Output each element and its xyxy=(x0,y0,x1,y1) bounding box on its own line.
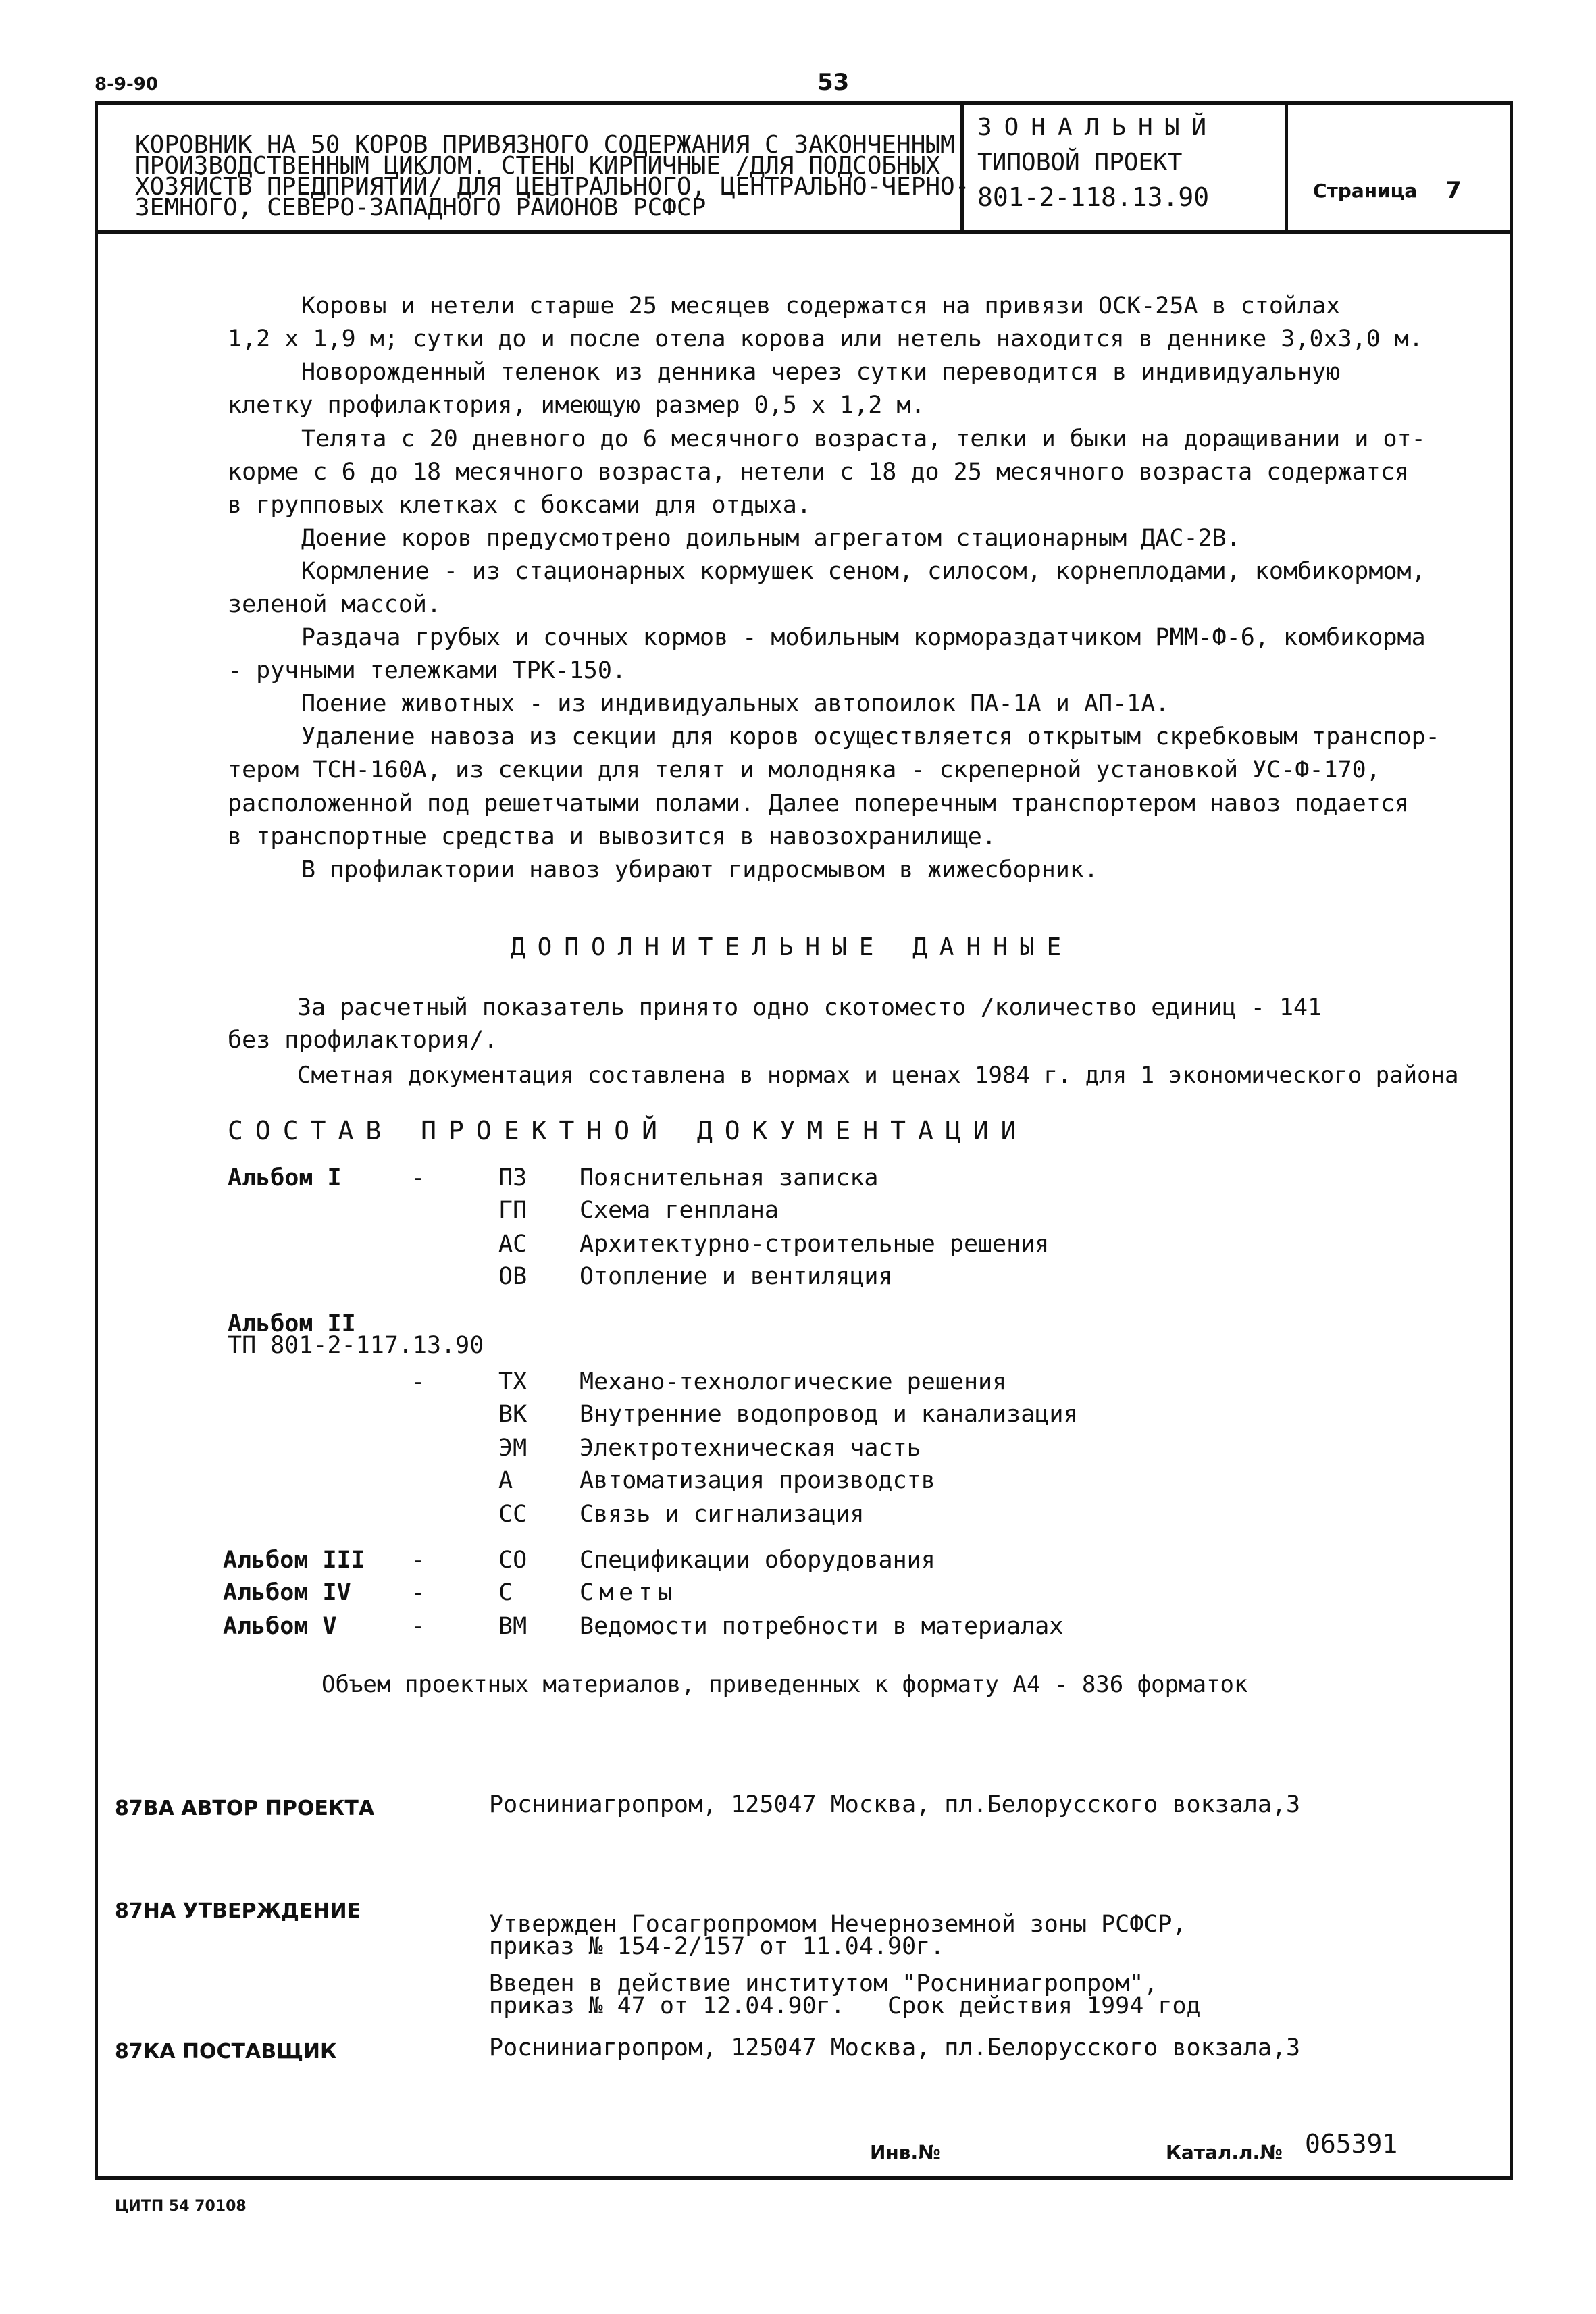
album-3-code: СО xyxy=(498,1547,527,1574)
body-line-7: в групповых клетках с боксами для отдыха. xyxy=(228,492,811,519)
body-line-2: 1,2 х 1,9 м; сутки до и после отела корова или нетель находится в деннике 3,0х3,0 м. xyxy=(228,326,1424,353)
album-1-code-4: ОВ xyxy=(498,1263,527,1290)
catalog-value: 065391 xyxy=(1305,2129,1398,2159)
album-5-code: ВМ xyxy=(498,1613,527,1640)
approval-line-3: Введен в действие институтом "Росниниагропром", xyxy=(489,1970,1158,1997)
body-line-15: тером ТСН-160А, из секции для телят и молодняка - скреперной установкой УС-Ф-170, xyxy=(228,756,1381,783)
inventory-label: Инв.№ xyxy=(870,2141,941,2163)
album-2-code-1: ТХ xyxy=(498,1368,527,1395)
approval-line-4: приказ № 47 от 12.04.90г. Срок действия 1994 год xyxy=(489,1992,1201,2020)
header-divider-2 xyxy=(1285,101,1288,234)
header-title-line-3: ХОЗЯЙСТВ ПРЕДПРИЯТИЙ/ ДЛЯ ЦЕНТРАЛЬНОГО, ЦЕНТРАЛЬНО-ЧЕРНО- xyxy=(135,173,970,201)
album-2-dash: - xyxy=(411,1368,426,1395)
body-line-17: в транспортные средства и вывозится в навозохранилище. xyxy=(228,823,996,850)
composition-title: СОСТАВ ПРОЕКТНОЙ ДОКУМЕНТАЦИИ xyxy=(228,1116,1029,1146)
body-line-5: Телята с 20 дневного до 6 месячного возраста, телки и быки на доращивании и от- xyxy=(301,426,1426,453)
bottom-border xyxy=(95,2176,1513,2180)
album-5-name: Ведомости потребности в материалах xyxy=(580,1613,1064,1640)
additional-data-title: ДОПОЛНИТЕЛЬНЫЕ ДАННЫЕ xyxy=(511,933,1074,961)
catalog-label: Катал.л.№ xyxy=(1166,2141,1283,2163)
document-code: 8-9-90 xyxy=(95,74,158,95)
body-line-6: корме с 6 до 18 месячного возраста, нетели с 18 до 25 месячного возраста содержатся xyxy=(228,459,1409,486)
header-title-line-1: КОРОВНИК НА 50 КОРОВ ПРИВЯЗНОГО СОДЕРЖАНИЯ С ЗАКОНЧЕННЫМ xyxy=(135,131,955,159)
album-1-code-2: ГП xyxy=(498,1197,527,1224)
album-1-name-3: Архитектурно-строительные решения xyxy=(580,1231,1050,1258)
album-2-name-3: Электротехническая часть xyxy=(580,1435,921,1462)
album-3-name: Спецификации оборудования xyxy=(580,1547,935,1574)
header-title-line-4: ЗЕМНОГО, СЕВЕРО-ЗАПАДНОГО РАЙОНОВ РСФСР xyxy=(135,194,706,222)
album-2-code-2: ВК xyxy=(498,1401,527,1428)
album-4-label: Альбом IV xyxy=(223,1579,351,1606)
additional-line-2: без профилактория/. xyxy=(228,1027,498,1054)
body-line-8: Доение коров предусмотрено доильным агрегатом стационарным ДАС-2В. xyxy=(301,525,1241,552)
album-5-dash: - xyxy=(411,1613,426,1640)
body-line-13: Поение животных - из индивидуальных автопоилок ПА-1А и АП-1А. xyxy=(301,690,1170,717)
album-1-label: Альбом I xyxy=(228,1164,342,1191)
body-line-16: расположенной под решетчатыми полами. Далее поперечным транспортером навоз подается xyxy=(228,790,1409,817)
album-2-code-4: А xyxy=(498,1467,513,1494)
album-2-name-5: Связь и сигнализация xyxy=(580,1501,865,1528)
album-2-label: Альбом II xyxy=(228,1310,356,1337)
body-line-18: В профилактории навоз убирают гидросмывом в жижесборник. xyxy=(301,856,1099,883)
approval-line-2: приказ № 154-2/157 от 11.04.90г. xyxy=(489,1933,945,1960)
album-3-dash: - xyxy=(411,1547,426,1574)
album-1-code-3: АС xyxy=(498,1231,527,1258)
album-2-sub: ТП 801-2-117.13.90 xyxy=(228,1332,484,1359)
body-line-14: Удаление навоза из секции для коров осуществляется открытым скребковым транспор- xyxy=(301,723,1440,750)
album-1-code-1: ПЗ xyxy=(498,1164,527,1191)
album-5-label: Альбом V xyxy=(223,1613,337,1640)
approval-label: 87НА УТВЕРЖДЕНИЕ xyxy=(115,1899,361,1923)
body-line-12: - ручными тележками ТРК-150. xyxy=(228,657,627,684)
author-value: Росниниагропром, 125047 Москва, пл.Белорусского вокзала,3 xyxy=(489,1791,1301,1818)
project-type: ЗОНАЛЬНЫЙ xyxy=(977,113,1219,141)
album-1-name-2: Схема генплана xyxy=(580,1197,779,1224)
album-1-name-4: Отопление и вентиляция xyxy=(580,1263,893,1290)
header-title xyxy=(135,113,970,222)
volume-line: Объем проектных материалов, приведенных к формату А4 - 836 форматок xyxy=(321,1671,1248,1698)
body-line-3: Новорожденный теленок из денника через сутки переводится в индивидуальную xyxy=(301,359,1341,386)
page-value: 7 xyxy=(1445,177,1462,204)
approval-block xyxy=(489,1891,1201,2020)
approval-line-1: Утвержден Госагропромом Нечерноземной зоны РСФСР, xyxy=(489,1911,1187,1938)
album-1-name-1: Пояснительная записка xyxy=(580,1164,879,1191)
project-kind: ТИПОВОЙ ПРОЕКТ xyxy=(977,149,1183,176)
right-border xyxy=(1510,234,1513,2179)
album-2-name-2: Внутренние водопровод и канализация xyxy=(580,1401,1078,1428)
project-number: 801-2-118.13.90 xyxy=(977,182,1210,212)
album-4-dash: - xyxy=(411,1579,426,1606)
album-4-name: Сметы xyxy=(580,1579,678,1606)
supplier-value: Росниниагропром, 125047 Москва, пл.Белорусского вокзала,3 xyxy=(489,2034,1301,2061)
page-label: Страница xyxy=(1313,180,1418,202)
additional-line-1: За расчетный показатель принято одно скотоместо /количество единиц - 141 xyxy=(297,994,1322,1021)
album-1-dash: - xyxy=(411,1164,426,1191)
body-line-4: клетку профилактория, имеющую размер 0,5 х 1,2 м. xyxy=(228,392,925,419)
album-2-code-3: ЭМ xyxy=(498,1435,527,1462)
header-title-line-2: ПРОИЗВОДСТВЕННЫМ ЦИКЛОМ. СТЕНЫ КИРПИЧНЫЕ /ДЛЯ ПОДСОБНЫХ xyxy=(135,152,941,180)
body-line-10: зеленой массой. xyxy=(228,591,442,618)
album-2-name-1: Механо-технологические решения xyxy=(580,1368,1007,1395)
author-label: 87ВА АВТОР ПРОЕКТА xyxy=(115,1797,375,1820)
album-4-code: С xyxy=(498,1579,513,1606)
additional-line-3: Сметная документация составлена в нормах и ценах 1984 г. для 1 экономического района xyxy=(297,1062,1459,1089)
body-line-1: Коровы и нетели старше 25 месяцев содержатся на привязи ОСК-25А в стойлах xyxy=(301,292,1341,319)
album-2-code-5: СС xyxy=(498,1501,527,1528)
album-3-label: Альбом III xyxy=(223,1547,365,1574)
body-line-9: Кормление - из стационарных кормушек сеном, силосом, корнеплодами, комбикормом, xyxy=(301,558,1426,585)
left-border xyxy=(95,234,98,2179)
supplier-label: 87КА ПОСТАВЩИК xyxy=(115,2040,337,2063)
body-line-11: Раздача грубых и сочных кормов - мобильным кормораздатчиком РММ-Ф-6, комбикорма xyxy=(301,624,1426,651)
page-number: 53 xyxy=(817,69,850,96)
album-2-name-4: Автоматизация производств xyxy=(580,1467,935,1494)
printer-mark: ЦИТП 54 70108 xyxy=(115,2198,247,2215)
